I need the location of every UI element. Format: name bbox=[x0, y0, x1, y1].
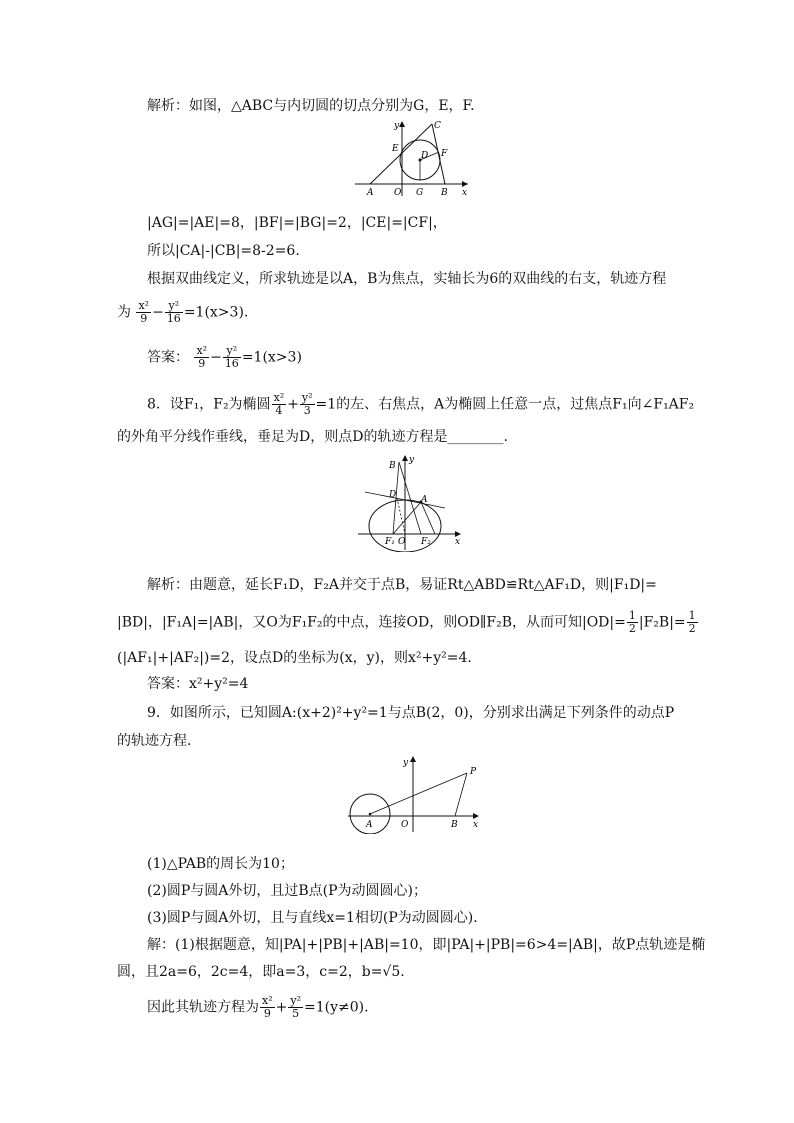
p9-condition-1: (1)△PAB的周长为10； bbox=[147, 856, 294, 872]
fig7-label-y: y bbox=[394, 121, 400, 131]
circle-point-figure bbox=[345, 752, 485, 834]
p7-answer: 答案： $\frac{\text{x²}}{9}$ − $\frac{\text{y²}}{16}$ =1(x>3) bbox=[147, 344, 302, 370]
fig9-label-y: y bbox=[403, 758, 409, 768]
p8-solution-line-1: 解析：由题意，延长F₁D，F₂A并交于点B，易证Rt△ABD≌Rt△AF₁D，则|F₁D|= bbox=[147, 577, 657, 593]
p9-question-line-2: 的轨迹方程． bbox=[117, 733, 201, 749]
fig8-label-a: A bbox=[421, 495, 428, 505]
fig8-label-o: O bbox=[398, 537, 406, 547]
fig8-label-y: y bbox=[409, 455, 415, 465]
p9-solution-line-1: 解：(1)根据题意，知|PA|+|PB|+|AB|=10，即|PA|+|PB|=6>4=|AB|，故P点轨迹是椭 bbox=[147, 937, 706, 953]
fig7-label-x: x bbox=[462, 188, 468, 198]
p8-answer: 答案：x²+y²=4 bbox=[147, 676, 249, 692]
incircle-triangle-figure bbox=[350, 118, 475, 200]
p9-solution-line-3: 因此其轨迹方程为 $\frac{\text{x²}}{9}$ + $\frac{\text{y²}}{5}$ =1(y≠0). bbox=[147, 994, 369, 1020]
p9-solution-line-2: 圆，且2a=6，2c=4，即a=3，c=2，b=√5. bbox=[117, 964, 405, 980]
fig9-label-p: P bbox=[470, 767, 477, 777]
fig8-label-f1: F₁ bbox=[385, 537, 395, 547]
fig8-label-f2: F₂ bbox=[421, 537, 431, 547]
fig7-label-e: E bbox=[392, 144, 399, 154]
fig7-label-a: A bbox=[367, 188, 374, 198]
p9-condition-3: (3)圆P与圆A外切，且与直线x=1相切(P为动圆圆心)． bbox=[147, 910, 488, 926]
p7-solution-line-2: |AG|=|AE|=8，|BF|=|BG|=2，|CE|=|CF|， bbox=[147, 215, 447, 231]
fig8-label-b: B bbox=[389, 461, 396, 471]
p7-solution-line-3: 所以|CA|-|CB|=8-2=6. bbox=[147, 243, 300, 259]
fig9-label-b: B bbox=[451, 820, 458, 830]
p8-solution-line-3: (|AF₁|+|AF₂|)=2，设点D的坐标为(x，y)，则x²+y²=4. bbox=[117, 650, 472, 666]
p7-solution-line-4: 根据双曲线定义，所求轨迹是以A，B为焦点，实轴长为6的双曲线的右支，轨迹方程 bbox=[147, 271, 667, 287]
fig8-label-d: D bbox=[389, 490, 397, 500]
p8-question-line-1: 8．设F₁，F₂为椭圆 $\frac{\text{x²}}{4}$ + $\frac{\text{y²}}{3}$ =1的左、右焦点，A为椭圆上任意一点，过焦点F₁向∠F₁AF₂ bbox=[147, 391, 695, 417]
fig7-label-c: C bbox=[434, 121, 441, 131]
fig9-label-o: O bbox=[401, 820, 409, 830]
fig9-label-a: A bbox=[366, 820, 373, 830]
fig7-label-d: D bbox=[421, 151, 429, 161]
p9-question-line-1: 9．如图所示，已知圆A:(x+2)²+y²=1与点B(2，0)，分别求出满足下列条件的动点P bbox=[147, 705, 675, 721]
ellipse-figure bbox=[355, 452, 470, 552]
p7-equation-line: 为 $\frac{\text{x²}}{9}$ − $\frac{\text{y²}}{16}$ =1(x>3). bbox=[117, 299, 249, 325]
fig7-label-o: O bbox=[394, 188, 402, 198]
fig7-label-f: F bbox=[441, 149, 448, 159]
fig7-label-g: G bbox=[416, 188, 424, 198]
p8-solution-line-2: |BD|，|F₁A|=|AB|，又O为F₁F₂的中点，连接OD，则OD∥F₂B，从而可知|OD|= $\frac{1}{2}$ |F₂B|= $\frac{1}{2}$ bbox=[117, 609, 696, 635]
fig8-label-x: x bbox=[455, 537, 461, 547]
p8-question-line-2: 的外角平分线作垂线，垂足为D，则点D的轨迹方程是________. bbox=[117, 429, 508, 445]
p9-condition-2: (2)圆P与圆A外切，且过B点(P为动圆圆心)； bbox=[147, 883, 427, 899]
p7-solution-line-1: 解析：如图，△ABC与内切圆的切点分别为G，E，F. bbox=[147, 98, 475, 114]
fig9-label-x: x bbox=[473, 820, 479, 830]
fig7-label-b: B bbox=[441, 188, 448, 198]
